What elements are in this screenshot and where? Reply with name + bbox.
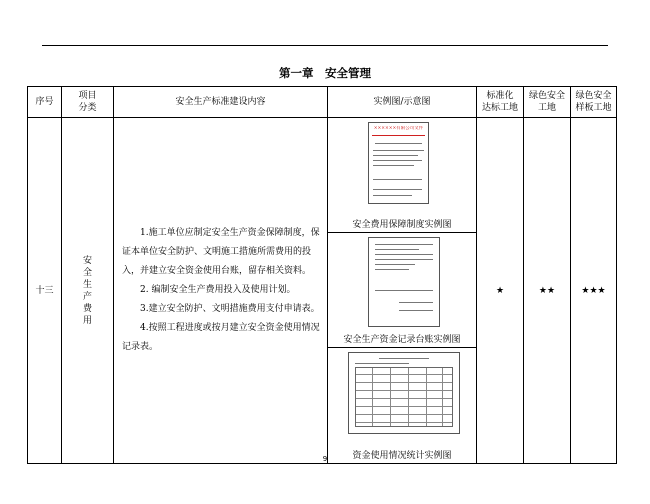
chapter-title: 第一章 安全管理: [279, 66, 371, 80]
category-char: 安: [82, 255, 92, 266]
example-caption: 资金使用情况统计实例图: [352, 451, 452, 461]
header-green-line2: 工地: [537, 103, 556, 113]
doc-red-header: ××××××有限公司文件: [373, 126, 424, 131]
header-example: 实例图/示意图: [328, 87, 477, 118]
table-header-row: [28, 87, 617, 118]
row-category: [62, 118, 114, 464]
category-char: 费: [82, 303, 92, 314]
row-examples: [328, 118, 477, 464]
example-caption: 安全费用保障制度实例图: [352, 220, 452, 230]
category-char: 全: [82, 267, 92, 278]
header-content: 安全生产标准建设内容: [114, 87, 328, 118]
mini-table: [355, 367, 453, 427]
header-seq: 序号: [28, 87, 62, 118]
header-category-line2: 分类: [78, 103, 97, 113]
example-1: [328, 118, 476, 233]
header-green-model-line2: 样板工地: [575, 103, 612, 113]
example-caption: 安全生产资金记录台账实例图: [343, 335, 461, 345]
content-item-4: 4.按照工程进度或按月建立安全资金使用情况记录表。: [122, 323, 320, 352]
statistics-thumbnail: [348, 352, 460, 434]
page-number: 9: [322, 455, 328, 463]
header-green: [524, 87, 571, 118]
category-char: 产: [82, 291, 92, 302]
content-item-3: 3.建立安全防护、文明措施费用支付申请表。: [140, 304, 320, 314]
header-green-model-line1: 绿色安全: [575, 91, 612, 101]
header-green-model: [571, 87, 617, 118]
row-seq: 十三: [28, 118, 62, 464]
example-3: [328, 348, 476, 463]
category-char: 用: [82, 315, 92, 326]
header-green-line1: 绿色安全: [528, 91, 565, 101]
doc-red-rule: [372, 135, 425, 136]
rating-standard: ★: [477, 118, 524, 464]
document-thumbnail: [368, 122, 429, 204]
rating-green: ★★: [524, 118, 571, 464]
table-row: [28, 118, 617, 464]
header-category: [62, 87, 114, 118]
header-standard-line1: 标准化: [486, 91, 514, 101]
content-item-2: 2. 编制安全生产费用投入及使用计划。: [140, 285, 296, 295]
example-2: [328, 233, 476, 348]
header-standard-line2: 达标工地: [481, 103, 518, 113]
category-char: 生: [82, 279, 92, 290]
ledger-thumbnail: [368, 237, 440, 327]
content-item-1: 1.施工单位应制定安全生产资金保障制度，保证本单位安全防护、文明施工措施所需费用的投入，并建立安全资金使用台账，留存相关资料。: [122, 228, 320, 276]
header-standard: [477, 87, 524, 118]
header-category-line1: 项目: [78, 91, 97, 101]
standards-table: [27, 86, 617, 464]
rating-green-model: ★★★: [571, 118, 617, 464]
header-rule: [42, 45, 608, 46]
row-content: [114, 118, 328, 464]
